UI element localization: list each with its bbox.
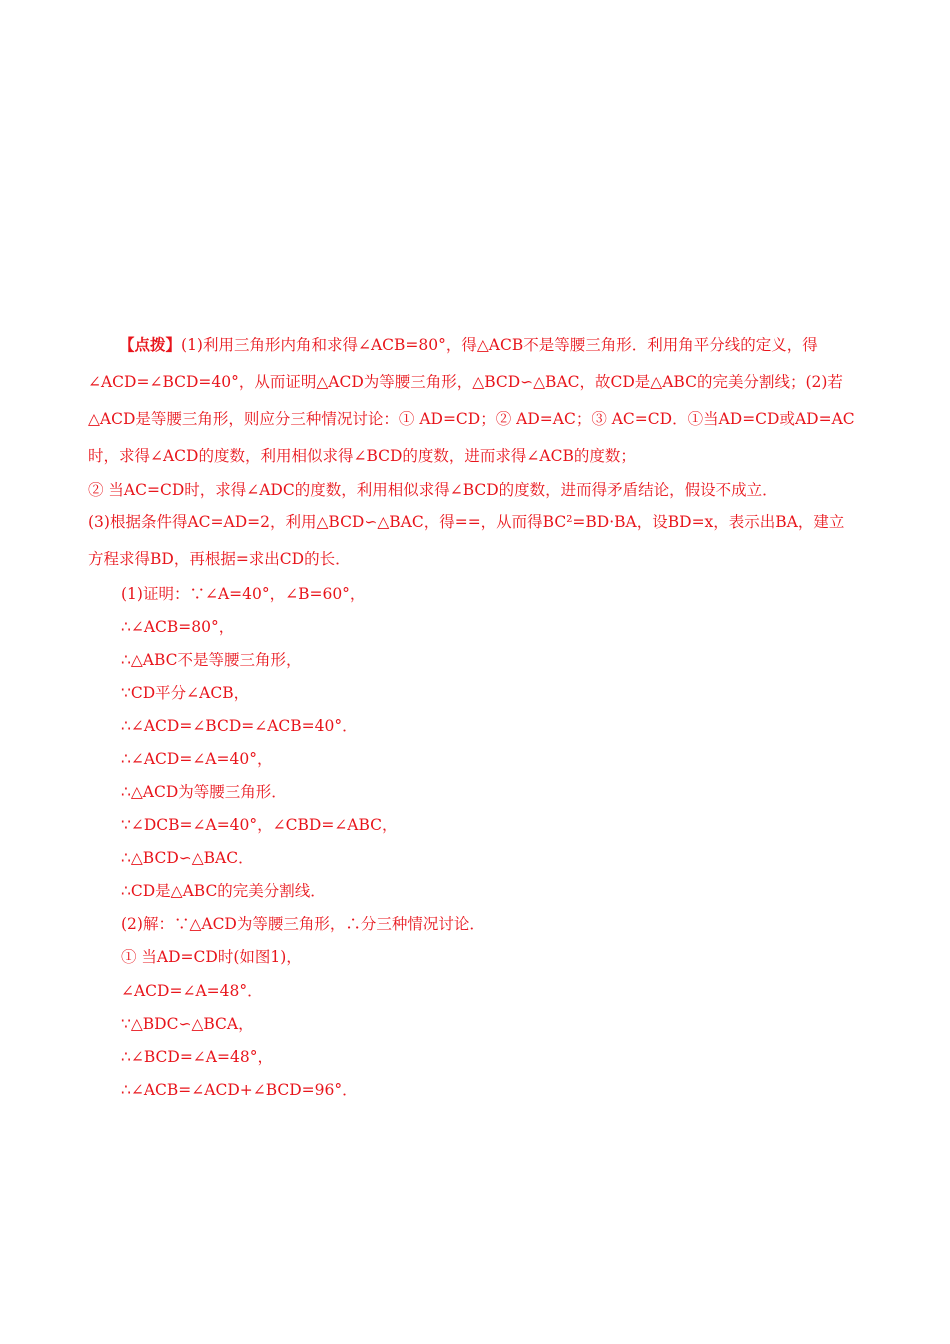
solution-step-12: ① 当AD=CD时(如图1)， bbox=[121, 948, 302, 966]
hint-paragraph-3: (3)根据条件得AC=AD=2，利用△BCD∽△BAC，得==，从而得BC²=BD·BA，设BD=x，表示出BA，建立方程求得BD，再根据=求出CD的长． bbox=[88, 513, 845, 568]
solution-step-4: ∵CD平分∠ACB， bbox=[121, 684, 250, 702]
solution-step-16: ∴∠ACB=∠ACD+∠BCD=96°． bbox=[121, 1081, 358, 1099]
hint-line-2: ② 当AC=CD时，求得∠ADC的度数，利用相似求得∠BCD的度数，进而得矛盾结论，假设不成立． bbox=[88, 481, 778, 499]
solution-step-15: ∴∠BCD=∠A=48°， bbox=[121, 1048, 273, 1066]
hint-paragraph-1 bbox=[88, 326, 858, 475]
solution-step-13: ∠ACD=∠A=48°． bbox=[121, 982, 263, 1000]
solution-step-1: (1)证明：∵∠A=40°，∠B=60°， bbox=[121, 585, 366, 603]
solution-step-14: ∵△BDC∽△BCA， bbox=[121, 1015, 254, 1033]
solution-step-9: ∴△BCD∽△BAC． bbox=[121, 849, 254, 867]
solution-step-5: ∴∠ACD=∠BCD=∠ACB=40°． bbox=[121, 717, 358, 735]
solution-step-2: ∴∠ACB=80°， bbox=[121, 618, 235, 636]
solution-step-7: ∴△ACD为等腰三角形． bbox=[121, 783, 287, 801]
solution-step-10: ∴CD是△ABC的完美分割线． bbox=[121, 882, 326, 900]
hint-text-1: (1)利用三角形内角和求得∠ACB=80°，得△ACB不是等腰三角形．利用角平分线的定义，得∠ACD=∠BCD=40°，从而证明△ACD为等腰三角形，△BCD∽△BAC，故CD是△ABC的完美分割线；(2)若△ACD是等腰三角形，则应分三种情况讨论：① AD=CD；② AD=AC；③ AC=CD．①当AD=CD或AD=AC时，求得∠ACD的度数，利用相似求得∠BCD的度数，进而求得∠ACB的度数； bbox=[88, 336, 855, 465]
solution-step-6: ∴∠ACD=∠A=40°， bbox=[121, 750, 273, 768]
solution-step-3: ∴△ABC不是等腰三角形， bbox=[121, 651, 302, 669]
hint-label: 【点拨】 bbox=[119, 335, 182, 354]
solution-step-8: ∵∠DCB=∠A=40°，∠CBD=∠ABC， bbox=[121, 816, 398, 834]
solution-step-11: (2)解：∵△ACD为等腰三角形，∴分三种情况讨论． bbox=[121, 915, 485, 933]
